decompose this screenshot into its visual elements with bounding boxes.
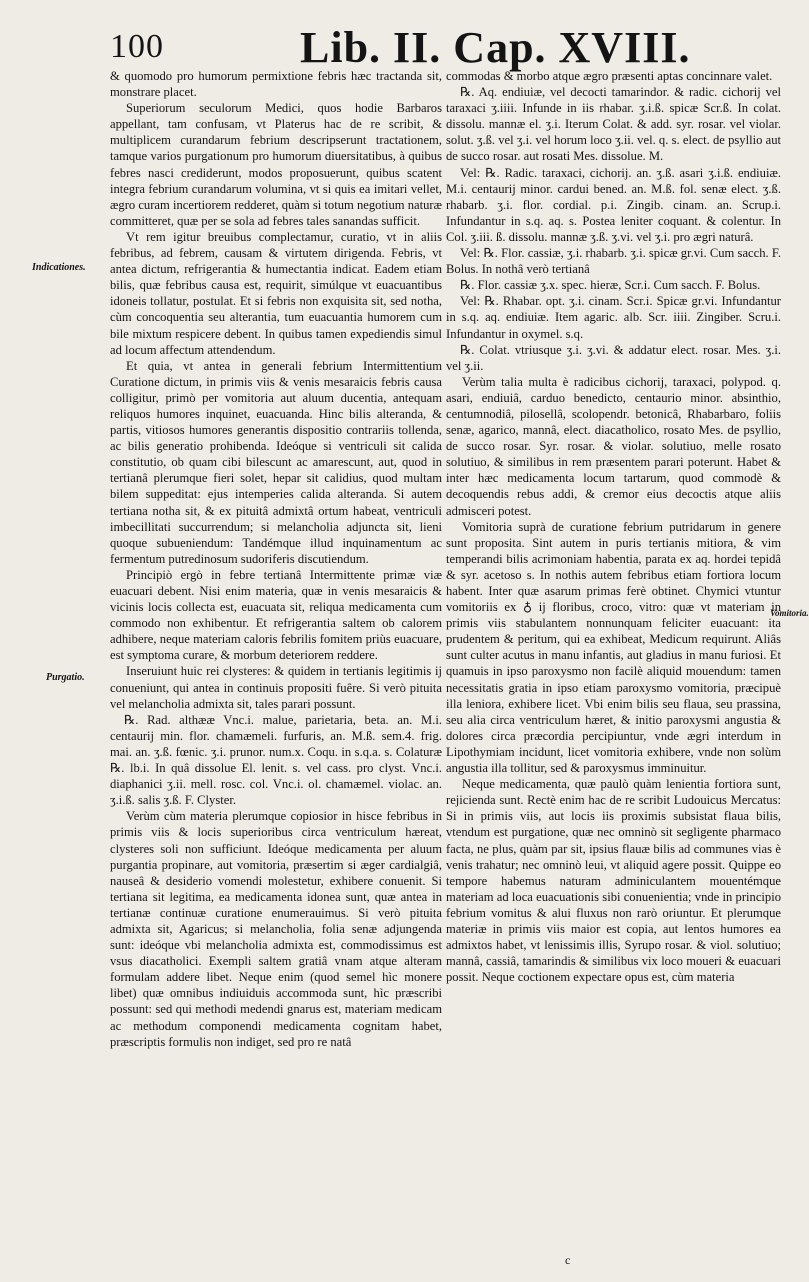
paragraph: Verùm cùm materia plerumque copiosior in hisce febribus in primis viis & locis superioribus circa ventriculum hæreat, clysteres soli non sufficiunt. Ideóque medicamenta per aluum purgantia propinare, aut vomitoria, præsertim si æger cardialgiâ, nauseâ & desiderio vomendi molestetur, exhibere conuenit. Si tertiana sit legitima, ea medicamenta idonea sunt, quæ antea in tertianæ continuæ curatione enumerauimus. Si verò pituita admixta sit, Agaricus; si melancholia, folia senæ adjungenda sunt: ideóque vbi melancholia admixta est, commodissimus est vsus diacatholici. Exempli saltem gratiâ vnam atque alteram formulam addere libet. Neque enim (quod semel hìc monere libet) quæ omnibus indiuiduis accommoda sunt, hìc præscribi possunt: sed qui methodi medendi gnarus est, materiam medicam ac methodum componendi medicamenta cognitam habet, præscriptis formulis non indiget, sed pro re natâ — [110, 809, 442, 1049]
right-column — [446, 68, 781, 985]
paragraph: Neque medicamenta, quæ paulò quàm lenientia fortiora sunt, rejicienda sunt. Rectè enim hac de re scribit Ludouicus Mercatus: Si in primis viis, aut locis iis proximis subsistat flaua bilis, vtendum est purgatione, quæ nec omninò sit segligente pharmaco facta, ne plus, quàm par sit, ipsius flauæ bilis ad communes vias è venis trahatur; nec omninò leui, vt aliquid agere possit. Quippe eo tempore habemus naturam adminiculantem mouentémque materiam ad loca euacuationis sibi conuenientia; vnde in principio febrium vomitus & alui fluxus non rarò oriuntur. Et plerumque materiæ in primis viis maior est copia, aut lentos humores ea admixtos habet, vt lenissimis illis, Syrupo rosar. & viol. solutiuo; mannâ, cassiâ, tamarindis & similibus vix loco moueri & euacuari possit. Neque coctionem expectare opus est, cùm materia — [446, 777, 781, 985]
margin-note-vomitoria: Vomitoria. — [770, 608, 809, 618]
paragraph: Inseruiunt huic rei clysteres: & quidem in tertianis legitimis ij conueniunt, qui antea in continuis propositi fuêre. Si verò pituita vel melancholia admixta sit, tales parari possunt. — [110, 664, 442, 711]
prescription: Vel: ℞. Rhabar. opt. ʒ.i. cinam. Scr.i. Spicæ gr.vi. Infundantur in s.q. aq. endiuiæ. Item agaric. alb. Scr. iiii. Zingiber. Scru.i. Infundantur in oxymel. s.q. — [446, 294, 781, 341]
paragraph: Verùm talia multa è radicibus cichorij, taraxaci, polypod. q. asari, endiuiâ, carduo benedicto, centaurio minor. absinthio, centumnodiâ, pilosellâ, scolopendr. betonicâ, Rhabarbaro, foliis senæ, agarico, mannâ, elect. diacatholico, rosato Mes. de psyllio, de succo rosar. Syr. rosar. & violar. solutiuo, melle rosato solutiuo, & similibus in rem præsentem parari poterunt. Habet & inter hæc medicamenta locum tartarum, quod commodè & decoquendis rebus addi, & cremor eius decoctis atque aliis admisceri potest. — [446, 374, 781, 518]
prescription: ℞. Flor. cassiæ ʒ.x. spec. hieræ, Scr.i. Cum sacch. F. Bolus. — [460, 278, 761, 293]
paragraph: Vt rem igitur breuibus complectamur, curatio, vt in aliis febribus, ad febrem, causam & virtutem dirigenda. Febris, vt antea dictum, refrigerantia & humectantia indicat. Eadem etiam bilis, quæ febribus causa est, requirit, simúlque vt euacuantibus idoneis tollatur, postulat. Et si febris non exquisita sit, sed notha, cùm concoquentia seu alterantia, tum euacuantia humorem cum bile mixtum respicere debent. In quibus tamen expediendis simul ad locum affectum attendendum. — [110, 229, 442, 357]
prescription: Vel: ℞. Radic. taraxaci, cichorij. an. ʒ.ß. asari ʒ.i.ß. endiuiæ. M.i. centaurij minor. cardui bened. an. M.ß. fol. senæ elect. ʒ.ß. rhabarb. ʒ.i. flor. cordial. p.i. Zingib. cinam. an. Scrup.i. Infundantur in s.q. aq. s. Postea leniter coquant. & colentur. In Col. ʒ.iii. ß. dissolu. mannæ ʒ.ß. ʒ.vi. vel ʒ.i. pro ægri naturâ. — [446, 165, 781, 244]
signature-mark: c — [565, 1253, 571, 1267]
prescription: ℞. Aq. endiuiæ, vel decocti tamarindor. & radic. cichorij vel taraxaci ʒ.iiii. Infunde in iis rhabar. ʒ.i.ß. spicæ Scr.ß. In colat. dissolu. mannæ el. ʒ.i. Iterum Colat. & add. syr. rosar. vel violar. solut. ʒ.ß. vel ʒ.i. vel horum loco ʒ.ii. vel. q. s. elect. de psyllio aut de succo rosar. aut rosati Mes. dissolue. M. — [446, 85, 781, 164]
running-title: Lib. II. Cap. XVIII. — [300, 23, 691, 72]
paragraph: & quomodo pro humorum permixtione febris hæc tractanda sit, monstrare placet. — [110, 69, 442, 100]
margin-note-indicationes: Indicationes. — [32, 262, 86, 273]
prescription: ℞. Rad. althææ Vnc.i. malue, parietaria, beta. an. M.i. centaurij min. flor. chamæmeli. furfuris, an. M.ß. sem.4. frig. mai. an. ʒ.ß. fœnic. ʒ.i. prunor. num.x. Coqu. in s.q.a. s. Colaturæ ℞. lb.i. In quâ dissolue El. lenit. s. vel cass. pro clyst. Vnc.i. diaphanici ʒ.ii. mell. rosc. col. Vnc.i. ol. chamæmel. violac. an. ʒ.i.ß. salis ʒ.ß. F. Clyster. — [110, 712, 442, 808]
paragraph: Vomitoria suprà de curatione febrium putridarum in genere sunt proposita. Sint autem in puris tertianis mitiora, & vim temperandi bilis acrimoniam habentia, parata ex aq. hordei tepidâ & syr. acetoso s. In nothis autem febribus etiam fortiora locum habent. Inter quæ asarum primas ferè obtinet. Chymici vtuntur vomitoriis ex ♁ ij floribus, croco, vitro: quæ vt materiam in primis viis stabulantem nonnunquam feliciter euacuant: ita prudentem & peritum, qui ea exhibeat, Medicum requirunt. Aliâs sunt culter acutus in manu infantis, aut gladius in manu furiosi. Et quamuis in ipso paroxysmo non facilè aliquid mouendum: tamen necessitatis gratia in ipso etiam paroxysmo vomitoria, præcipuè illa leniora, exhibere licet. Vbi enim bilis seu flaua, seu prassina, seu alia circa ventriculum hæret, & initio paroxysmi angustia & dolores circa præcordia percipiuntur, vnde ægri interdum in Lipothymiam incidunt, licet vomitoria exhibere, vnde non solùm angustia illa tollitur, sed & paroxysmus imminuitur. — [446, 519, 781, 776]
page-header — [110, 22, 790, 74]
paragraph: Principiò ergò in febre tertianâ Intermittente primæ viæ euacuari debent. Nisi enim materia, quæ in venis mesaraicis & vicinis locis collecta est, euacuata sit, reliqua medicamenta cum commodo non exhibentur. Et refrigerantia saltem ob calorem adhibere, neque materiam caloris febrilis fomitem priùs euacuare, est symptoma curare, & morbum deteriorem reddere. — [110, 567, 442, 663]
left-column — [110, 68, 442, 1050]
prescription: Vel: ℞. Flor. cassiæ, ʒ.i. rhabarb. ʒ.i. spicæ gr.vi. Cum sacch. F. Bolus. In nothâ verò tertianâ — [446, 246, 781, 277]
paragraph: Superiorum seculorum Medici, quos hodie Barbaros appellant, tam confusam, vt Platerus hac de re scribit, & multiplicem curandarum febrium descripserunt tractationem, tamque varios purgationum pro humorum diuersitatibus, à quibus febres nasci crediderunt, modos proposuerunt, quibus scatent integra febrium curandarum volumina, vt si quis ea imitari vellet, ægro curam incertiorem redderet, quàm si totum negotium naturæ committeret, quæ per se sola ad febres tales sanandas sufficit. — [110, 101, 442, 228]
margin-note-purgatio: Purgatio. — [46, 672, 85, 683]
paragraph: Et quia, vt antea in generali febrium Intermittentium Curatione dictum, in primis viis & venis mesaraicis febris causa colligitur, primò per vomitoria aut aluum ducentia, antequam reliquos humores inquinet, euacuanda. Hinc bilis alteranda, & partis, vitiosos humores generantis dispositio contrariis tollenda, ac bilis generatio prohibenda. Ideóque si ventriculi sit calida constitutio, ob quam cibi bilescunt ac amarescunt, aut, quod in tertianâ plerumque fieri solet, hepar sit calidius, quod multam bilem suppeditat: ejus intemperies calida alteranda. Si autem tertiana notha sit, & ex pituitâ admixtâ ortum habeat, ventriculi imbecillitati succurrendum; si melancholia adjuncta sit, lieni quoque subueniendum: Tandémque illud inquinamentum ac fermentum putredinosum sudoriferis discutiendum. — [110, 358, 442, 566]
prescription: ℞. Colat. vtriusque ʒ.i. ʒ.vi. & addatur elect. rosar. Mes. ʒ.i. vel ʒ.ii. — [446, 342, 781, 373]
page-number: 100 — [110, 28, 164, 65]
paragraph: commodas & morbo atque ægro præsenti aptas concinnare valet. — [446, 69, 773, 83]
